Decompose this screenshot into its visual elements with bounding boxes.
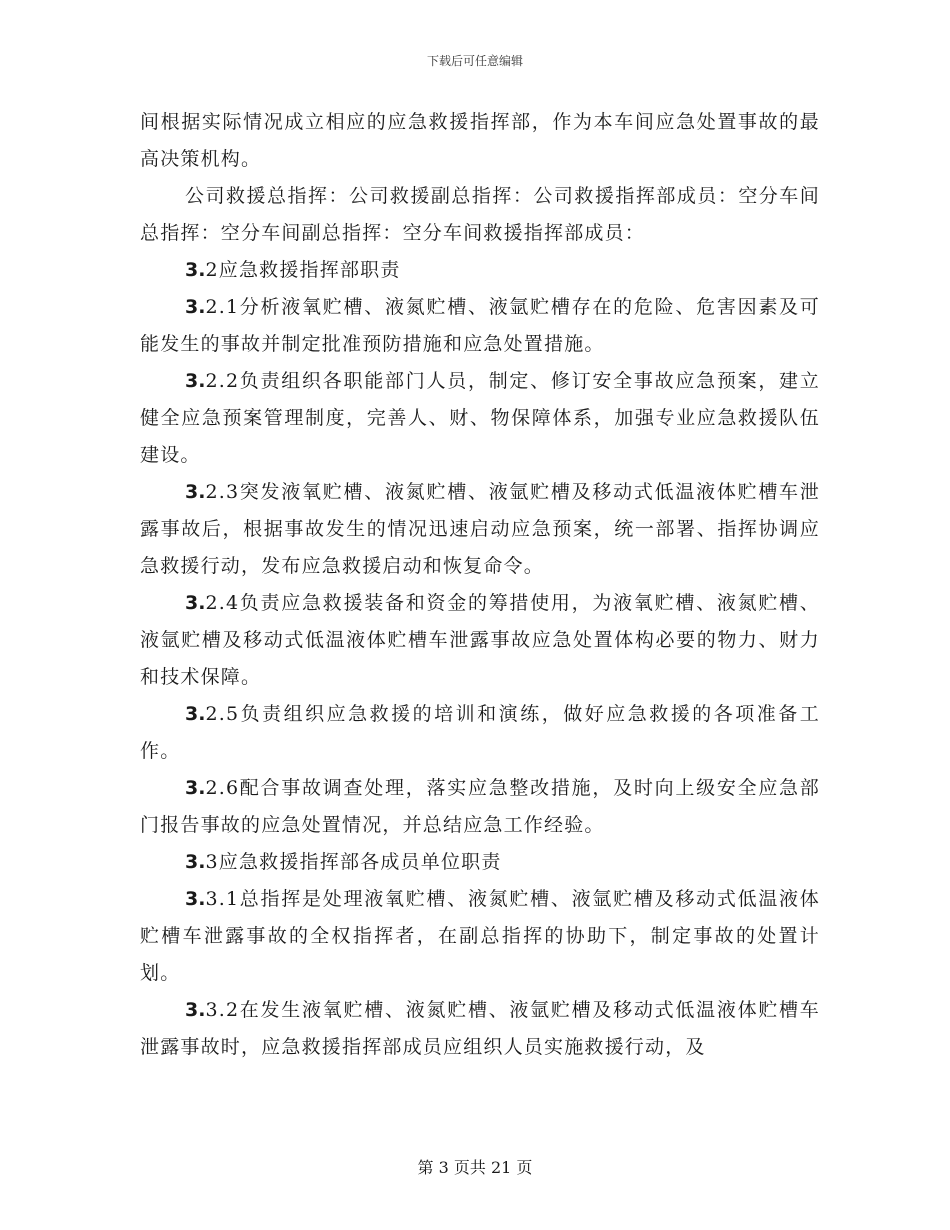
paragraph	[140, 289, 820, 363]
section-number: 3.	[185, 259, 206, 281]
section-number: 3.	[185, 370, 206, 392]
paragraph	[140, 178, 820, 252]
section-number: 3.	[185, 296, 206, 318]
paragraph-text: 2.5负责组织应急救援的培训和演练，做好应急救援的各项准备工作。	[140, 703, 820, 762]
paragraph-text: 2.3突发液氧贮槽、液氮贮槽、液氩贮槽及移动式低温液体贮槽车泄露事故后，根据事故发生的情况迅速启动应急预案，统一部署、指挥协调应急救援行动，发布应急救援启动和恢复命令。	[140, 481, 820, 577]
document-body	[140, 104, 820, 1066]
paragraph-text: 3.2在发生液氧贮槽、液氮贮槽、液氩贮槽及移动式低温液体贮槽车泄露事故时，应急救援指挥部成员应组织人员实施救援行动，及	[140, 999, 820, 1058]
paragraph	[140, 363, 820, 474]
paragraph-text: 3应急救援指挥部各成员单位职责	[205, 851, 502, 873]
paragraph-text: 2应急救援指挥部职责	[205, 259, 401, 281]
paragraph-text: 2.2负责组织各职能部门人员，制定、修订安全事故应急预案，建立健全应急预案管理制度，完善人、财、物保障体系，加强专业应急救援队伍建设。	[140, 370, 820, 466]
paragraph	[140, 881, 820, 992]
section-number: 3.	[185, 999, 206, 1021]
paragraph	[140, 585, 820, 696]
section-number: 3.	[185, 592, 206, 614]
paragraph	[140, 770, 820, 844]
paragraph	[140, 474, 820, 585]
paragraph	[140, 992, 820, 1066]
paragraph	[140, 696, 820, 770]
paragraph-text: 间根据实际情况成立相应的应急救援指挥部，作为本车间应急处置事故的最高决策机构。	[140, 111, 820, 170]
section-number: 3.	[185, 777, 206, 799]
section-number: 3.	[185, 888, 206, 910]
paragraph-text: 3.1总指挥是处理液氧贮槽、液氮贮槽、液氩贮槽及移动式低温液体贮槽车泄露事故的全权指挥者，在副总指挥的协助下，制定事故的处置计划。	[140, 888, 820, 984]
paragraph-text: 2.4负责应急救援装备和资金的筹措使用，为液氧贮槽、液氮贮槽、液氩贮槽及移动式低温液体贮槽车泄露事故应急处置体构必要的物力、财力和技术保障。	[140, 592, 820, 688]
section-number: 3.	[185, 851, 206, 873]
paragraph-text: 2.1分析液氧贮槽、液氮贮槽、液氩贮槽存在的危险、危害因素及可能发生的事故并制定批准预防措施和应急处置措施。	[140, 296, 820, 355]
section-number: 3.	[185, 481, 206, 503]
page-footer: 第 3 页共 21 页	[417, 1158, 533, 1177]
paragraph-text: 2.6配合事故调查处理，落实应急整改措施，及时向上级安全应急部门报告事故的应急处置情况，并总结应急工作经验。	[140, 777, 820, 836]
section-heading	[140, 844, 820, 881]
section-heading	[140, 252, 820, 289]
paragraph-text: 公司救援总指挥：公司救援副总指挥：公司救援指挥部成员：空分车间总指挥：空分车间副总指挥：空分车间救援指挥部成员：	[140, 185, 820, 244]
section-number: 3.	[185, 703, 206, 725]
paragraph	[140, 104, 820, 178]
page-header: 下载后可任意编辑	[426, 54, 523, 68]
